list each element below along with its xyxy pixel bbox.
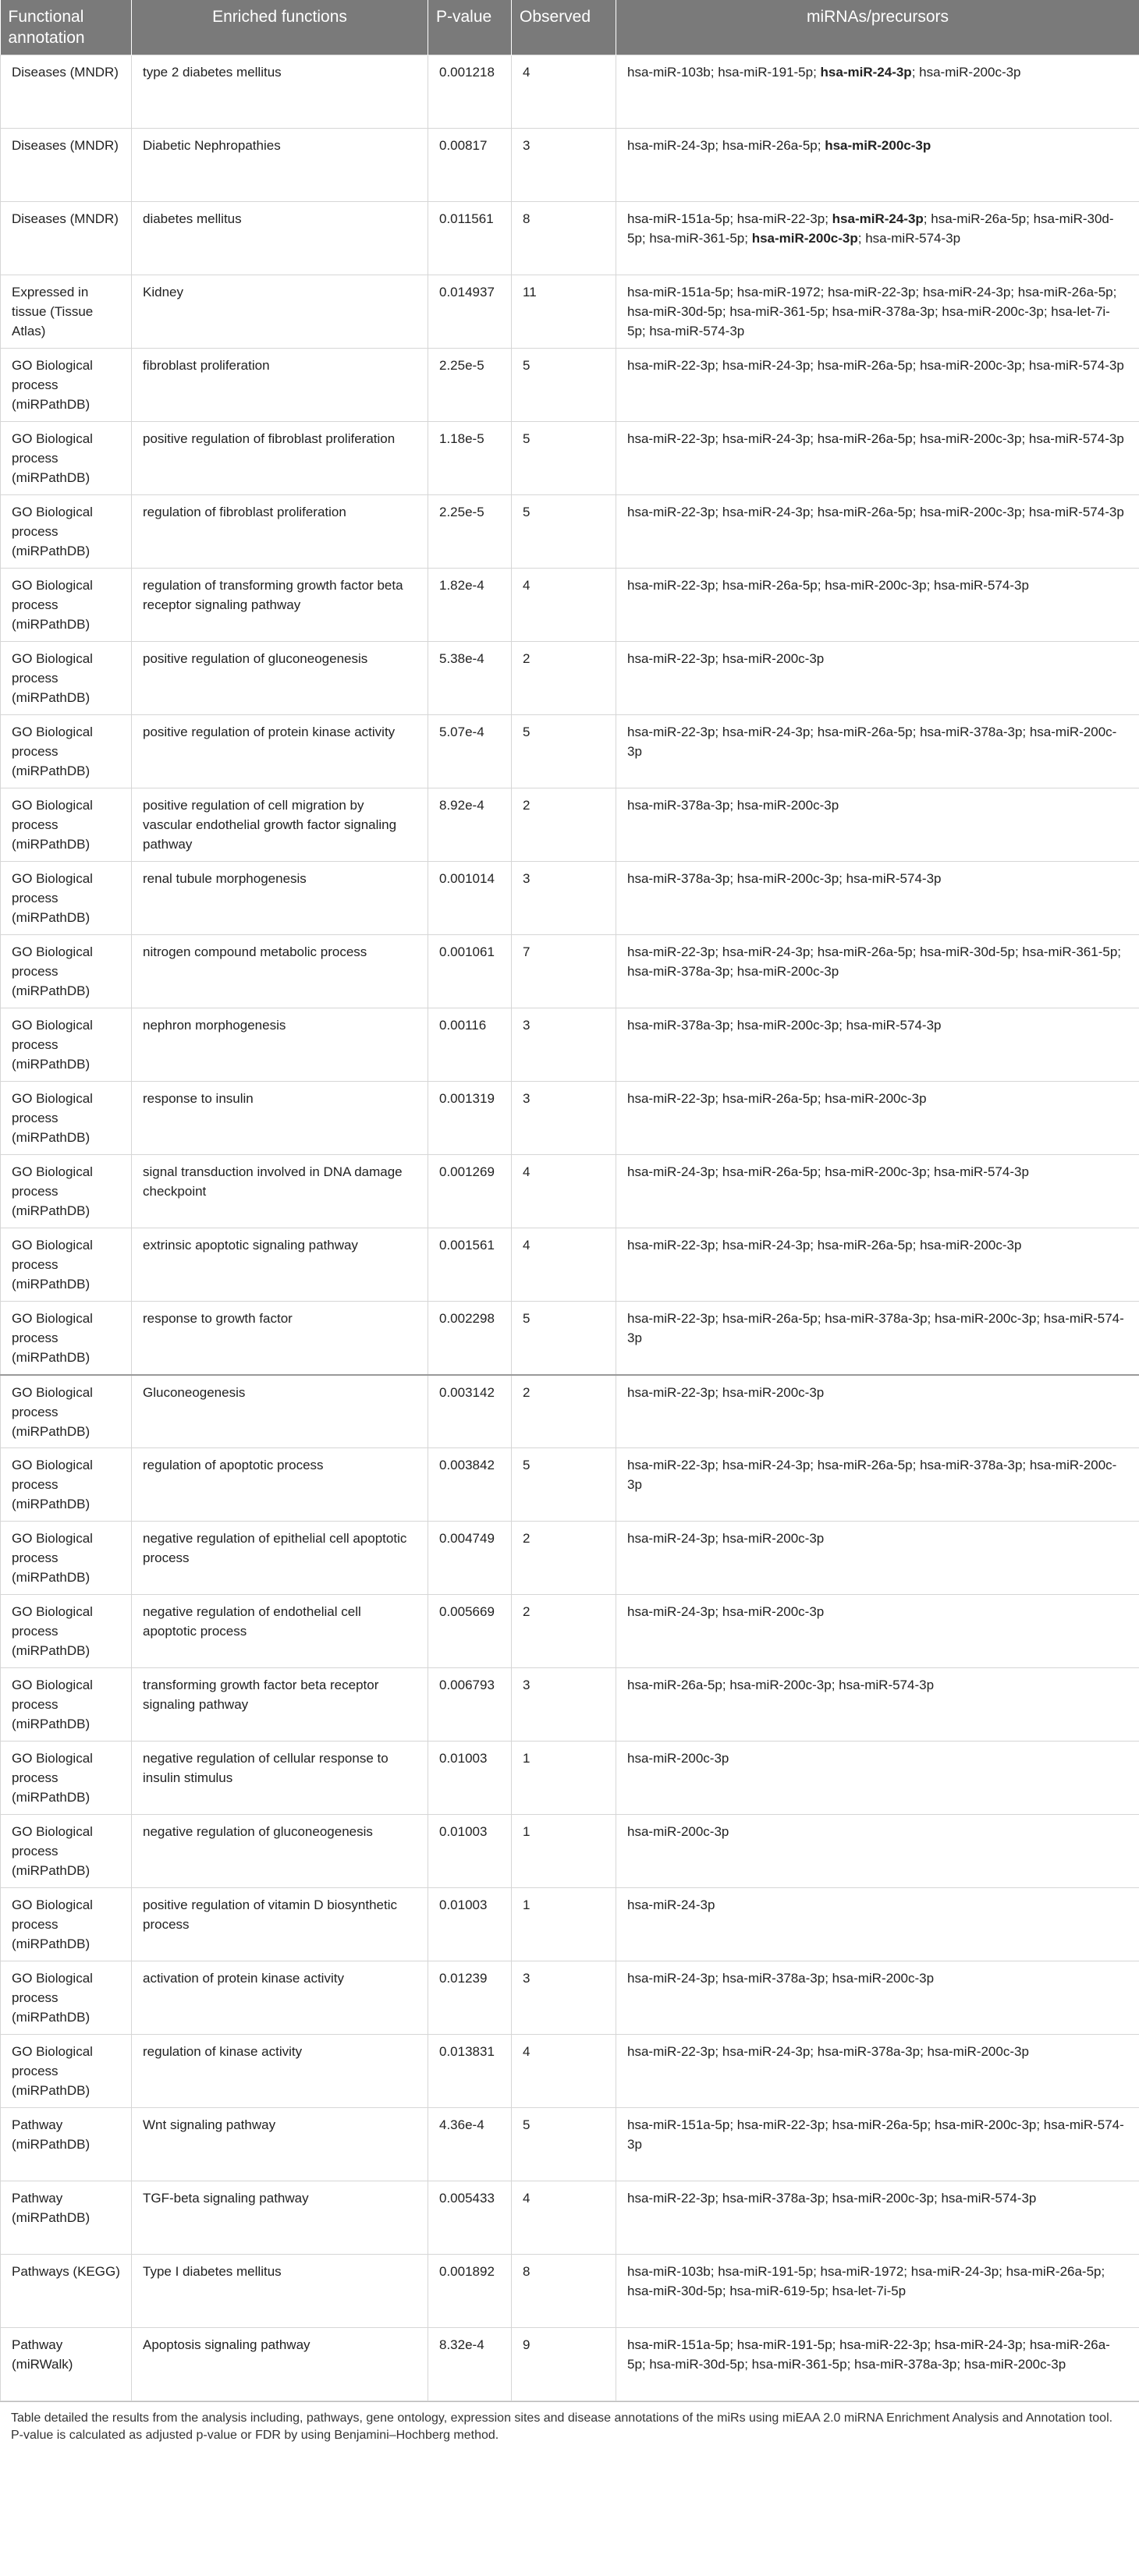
observed-cell: 11 [512, 275, 616, 349]
annotation-cell: Pathway (miRWalk) [1, 2328, 132, 2401]
annotation-cell: GO Biological process (miRPathDB) [1, 788, 132, 862]
table-row [1, 2328, 1139, 2401]
p-value-cell: 2.25e-5 [428, 349, 512, 422]
mirna-text: hsa-miR-151a-5p; hsa-miR-1972; hsa-miR-22-3p; hsa-miR-24-3p; hsa-miR-26a-5p; hsa-miR-30d-5p; hsa-miR-361-5p; hsa-miR-378a-3p; hsa-miR-200c-3p; hsa-let-7i-5p; hsa-miR-574-3p [627, 285, 1117, 338]
observed-cell: 3 [512, 862, 616, 935]
mirna-text: hsa-miR-378a-3p; hsa-miR-200c-3p [627, 798, 839, 813]
table-caption: Table detailed the results from the analysis including, pathways, gene ontology, expression sites and disease annotations of the miRs using miEAA 2.0 miRNA Enrichment Analysis and Annotation tool. P-value is calculated as adjusted p-value or FDR by using Benjamini–Hochberg method. [0, 2401, 1139, 2444]
header-observed: Observed [512, 0, 616, 55]
mirna-text: hsa-miR-22-3p; hsa-miR-26a-5p; hsa-miR-200c-3p [627, 1091, 927, 1106]
observed-cell: 5 [512, 1302, 616, 1375]
annotation-cell: Diseases (MNDR) [1, 202, 132, 275]
function-cell: regulation of fibroblast proliferation [132, 495, 428, 569]
mirna-text: hsa-miR-200c-3p [627, 1751, 729, 1766]
mirna-text: hsa-miR-22-3p; hsa-miR-24-3p; hsa-miR-26a-5p; hsa-miR-200c-3p [627, 1238, 1022, 1253]
table-row [1, 715, 1139, 788]
mirna-text: hsa-miR-22-3p; hsa-miR-26a-5p; hsa-miR-200c-3p; hsa-miR-574-3p [627, 578, 1029, 593]
mirnas-cell [616, 1155, 1139, 1228]
mirna-text: ; hsa-miR-574-3p [857, 231, 961, 246]
observed-cell: 8 [512, 2255, 616, 2328]
annotation-cell: GO Biological process (miRPathDB) [1, 2035, 132, 2108]
mirnas-cell [616, 1742, 1139, 1815]
annotation-cell: GO Biological process (miRPathDB) [1, 1375, 132, 1448]
table-row [1, 129, 1139, 202]
observed-cell: 5 [512, 422, 616, 495]
function-cell: signal transduction involved in DNA damage checkpoint [132, 1155, 428, 1228]
function-cell: Diabetic Nephropathies [132, 129, 428, 202]
p-value-cell: 0.006793 [428, 1668, 512, 1742]
observed-cell: 1 [512, 1742, 616, 1815]
table-body [1, 55, 1139, 2401]
observed-cell: 4 [512, 569, 616, 642]
p-value-cell: 0.00817 [428, 129, 512, 202]
mirna-text: hsa-miR-151a-5p; hsa-miR-22-3p; hsa-miR-26a-5p; hsa-miR-200c-3p; hsa-miR-574-3p [627, 2117, 1124, 2152]
function-cell: positive regulation of cell migration by vascular endothelial growth factor signaling pathway [132, 788, 428, 862]
annotation-cell: GO Biological process (miRPathDB) [1, 1815, 132, 1888]
mirna-text: hsa-miR-378a-3p; hsa-miR-200c-3p; hsa-miR-574-3p [627, 871, 942, 886]
p-value-cell: 0.005669 [428, 1595, 512, 1668]
mirna-text: hsa-miR-22-3p; hsa-miR-24-3p; hsa-miR-26a-5p; hsa-miR-378a-3p; hsa-miR-200c-3p [627, 725, 1117, 759]
table-row [1, 569, 1139, 642]
p-value-cell: 5.07e-4 [428, 715, 512, 788]
observed-cell: 3 [512, 1668, 616, 1742]
function-cell: transforming growth factor beta receptor signaling pathway [132, 1668, 428, 1742]
table-row [1, 1961, 1139, 2035]
mirnas-cell [616, 569, 1139, 642]
function-cell: nephron morphogenesis [132, 1008, 428, 1082]
annotation-cell: GO Biological process (miRPathDB) [1, 422, 132, 495]
table-row [1, 935, 1139, 1008]
observed-cell: 4 [512, 1228, 616, 1302]
mirnas-cell [616, 788, 1139, 862]
table-row [1, 422, 1139, 495]
mirnas-cell [616, 129, 1139, 202]
mirna-text: hsa-miR-24-3p; hsa-miR-378a-3p; hsa-miR-200c-3p [627, 1971, 935, 1986]
observed-cell: 2 [512, 1595, 616, 1668]
table-row [1, 1008, 1139, 1082]
mirna-text: hsa-miR-22-3p; hsa-miR-24-3p; hsa-miR-26a-5p; hsa-miR-200c-3p; hsa-miR-574-3p [627, 431, 1124, 446]
mirnas-cell [616, 1448, 1139, 1522]
annotation-cell: Pathway (miRPathDB) [1, 2181, 132, 2255]
mirna-text: hsa-miR-22-3p; hsa-miR-24-3p; hsa-miR-26a-5p; hsa-miR-378a-3p; hsa-miR-200c-3p [627, 1458, 1117, 1492]
p-value-cell: 0.001014 [428, 862, 512, 935]
function-cell: Gluconeogenesis [132, 1375, 428, 1448]
p-value-cell: 0.003142 [428, 1375, 512, 1448]
observed-cell: 5 [512, 1448, 616, 1522]
table-row [1, 202, 1139, 275]
annotation-cell: GO Biological process (miRPathDB) [1, 1008, 132, 1082]
p-value-cell: 0.01003 [428, 1815, 512, 1888]
annotation-cell: GO Biological process (miRPathDB) [1, 1742, 132, 1815]
table-row [1, 1888, 1139, 1961]
table-row [1, 1448, 1139, 1522]
mirna-text: hsa-miR-151a-5p; hsa-miR-191-5p; hsa-miR-22-3p; hsa-miR-24-3p; hsa-miR-26a-5p; hsa-miR-30d-5p; hsa-miR-361-5p; hsa-miR-378a-3p; hsa-miR-200c-3p [627, 2337, 1110, 2372]
table-row [1, 2255, 1139, 2328]
observed-cell: 2 [512, 1522, 616, 1595]
header-mirnas: miRNAs/precursors [616, 0, 1139, 55]
function-cell: renal tubule morphogenesis [132, 862, 428, 935]
annotation-cell: Pathways (KEGG) [1, 2255, 132, 2328]
function-cell: Kidney [132, 275, 428, 349]
observed-cell: 3 [512, 1008, 616, 1082]
p-value-cell: 8.92e-4 [428, 788, 512, 862]
mirnas-cell [616, 715, 1139, 788]
function-cell: positive regulation of vitamin D biosynthetic process [132, 1888, 428, 1961]
observed-cell: 3 [512, 1961, 616, 2035]
function-cell: response to growth factor [132, 1302, 428, 1375]
mirnas-cell [616, 1668, 1139, 1742]
mirna-text: ; hsa-miR-26a-5p; hsa-miR-30d-5p; hsa-miR-361-5p; [627, 211, 1114, 246]
annotation-cell: GO Biological process (miRPathDB) [1, 495, 132, 569]
observed-cell: 5 [512, 495, 616, 569]
annotation-cell: GO Biological process (miRPathDB) [1, 862, 132, 935]
mirna-text: hsa-miR-24-3p; hsa-miR-200c-3p [627, 1531, 825, 1546]
p-value-cell: 0.001269 [428, 1155, 512, 1228]
header-enriched-functions: Enriched functions [132, 0, 428, 55]
function-cell: Type I diabetes mellitus [132, 2255, 428, 2328]
p-value-cell: 0.00116 [428, 1008, 512, 1082]
mirnas-cell [616, 862, 1139, 935]
annotation-cell: GO Biological process (miRPathDB) [1, 1302, 132, 1375]
observed-cell: 3 [512, 129, 616, 202]
table-row [1, 1815, 1139, 1888]
mirna-text: hsa-miR-26a-5p; hsa-miR-200c-3p; hsa-miR-574-3p [627, 1678, 935, 1692]
mirnas-cell [616, 1375, 1139, 1448]
table-row [1, 642, 1139, 715]
table-row [1, 349, 1139, 422]
p-value-cell: 0.011561 [428, 202, 512, 275]
mirna-text: hsa-miR-103b; hsa-miR-191-5p; hsa-miR-1972; hsa-miR-24-3p; hsa-miR-26a-5p; hsa-miR-30d-5p; hsa-miR-619-5p; hsa-let-7i-5p [627, 2264, 1105, 2298]
function-cell: TGF-beta signaling pathway [132, 2181, 428, 2255]
observed-cell: 3 [512, 1082, 616, 1155]
observed-cell: 9 [512, 2328, 616, 2401]
observed-cell: 4 [512, 2181, 616, 2255]
p-value-cell: 2.25e-5 [428, 495, 512, 569]
p-value-cell: 0.001561 [428, 1228, 512, 1302]
function-cell: type 2 diabetes mellitus [132, 55, 428, 129]
mirnas-cell [616, 1522, 1139, 1595]
annotation-cell: GO Biological process (miRPathDB) [1, 1888, 132, 1961]
mirna-text: hsa-miR-24-3p; hsa-miR-26a-5p; hsa-miR-200c-3p; hsa-miR-574-3p [627, 1164, 1029, 1179]
mirna-text: hsa-miR-22-3p; hsa-miR-378a-3p; hsa-miR-200c-3p; hsa-miR-574-3p [627, 2191, 1037, 2206]
function-cell: positive regulation of gluconeogenesis [132, 642, 428, 715]
function-cell: activation of protein kinase activity [132, 1961, 428, 2035]
observed-cell: 2 [512, 788, 616, 862]
annotation-cell: GO Biological process (miRPathDB) [1, 1448, 132, 1522]
mirnas-cell [616, 2181, 1139, 2255]
mirnas-cell [616, 55, 1139, 129]
p-value-cell: 0.005433 [428, 2181, 512, 2255]
mirnas-cell [616, 1228, 1139, 1302]
function-cell: Wnt signaling pathway [132, 2108, 428, 2181]
mirna-text: hsa-miR-151a-5p; hsa-miR-22-3p; [627, 211, 832, 226]
p-value-cell: 0.013831 [428, 2035, 512, 2108]
annotation-cell: GO Biological process (miRPathDB) [1, 1522, 132, 1595]
annotation-cell: GO Biological process (miRPathDB) [1, 349, 132, 422]
table-row [1, 1302, 1139, 1375]
function-cell: negative regulation of gluconeogenesis [132, 1815, 428, 1888]
observed-cell: 7 [512, 935, 616, 1008]
function-cell: Apoptosis signaling pathway [132, 2328, 428, 2401]
table-row [1, 1375, 1139, 1448]
p-value-cell: 0.004749 [428, 1522, 512, 1595]
observed-cell: 5 [512, 2108, 616, 2181]
function-cell: positive regulation of protein kinase activity [132, 715, 428, 788]
mirna-text: hsa-miR-22-3p; hsa-miR-24-3p; hsa-miR-378a-3p; hsa-miR-200c-3p [627, 2044, 1029, 2059]
mirnas-cell [616, 1302, 1139, 1375]
mirnas-cell [616, 1815, 1139, 1888]
p-value-cell: 0.002298 [428, 1302, 512, 1375]
mirna-text: hsa-miR-22-3p; hsa-miR-200c-3p [627, 651, 825, 666]
header-functional-annotation: Functional annotation [1, 0, 132, 55]
observed-cell: 5 [512, 349, 616, 422]
mirna-text: ; hsa-miR-200c-3p [911, 65, 1021, 80]
observed-cell: 4 [512, 1155, 616, 1228]
table-row [1, 862, 1139, 935]
observed-cell: 4 [512, 55, 616, 129]
observed-cell: 2 [512, 642, 616, 715]
annotation-cell: Pathway (miRPathDB) [1, 2108, 132, 2181]
mirna-text: hsa-miR-200c-3p [627, 1824, 729, 1839]
mirna-text: hsa-miR-22-3p; hsa-miR-26a-5p; hsa-miR-378a-3p; hsa-miR-200c-3p; hsa-miR-574-3p [627, 1311, 1124, 1345]
annotation-cell: GO Biological process (miRPathDB) [1, 1082, 132, 1155]
annotation-cell: GO Biological process (miRPathDB) [1, 715, 132, 788]
table-header-row [1, 0, 1139, 55]
function-cell: diabetes mellitus [132, 202, 428, 275]
table-row [1, 55, 1139, 129]
mirnas-cell [616, 1888, 1139, 1961]
annotation-cell: GO Biological process (miRPathDB) [1, 1228, 132, 1302]
mirnas-cell [616, 275, 1139, 349]
function-cell: regulation of transforming growth factor beta receptor signaling pathway [132, 569, 428, 642]
table-row [1, 1082, 1139, 1155]
p-value-cell: 0.001061 [428, 935, 512, 1008]
table-row [1, 2035, 1139, 2108]
table-row [1, 1155, 1139, 1228]
mirnas-cell [616, 1961, 1139, 2035]
mirnas-cell [616, 1082, 1139, 1155]
mirna-highlight: hsa-miR-200c-3p [825, 138, 931, 153]
mirna-highlight: hsa-miR-24-3p [832, 211, 924, 226]
annotation-cell: Diseases (MNDR) [1, 55, 132, 129]
mirnas-cell [616, 2108, 1139, 2181]
p-value-cell: 5.38e-4 [428, 642, 512, 715]
mirna-text: hsa-miR-22-3p; hsa-miR-200c-3p [627, 1384, 825, 1400]
annotation-cell: GO Biological process (miRPathDB) [1, 1668, 132, 1742]
table-row [1, 2108, 1139, 2181]
mirna-text: hsa-miR-24-3p; hsa-miR-26a-5p; [627, 138, 825, 153]
mirnas-cell [616, 422, 1139, 495]
p-value-cell: 0.01003 [428, 1888, 512, 1961]
observed-cell: 2 [512, 1375, 616, 1448]
annotation-cell: Expressed in tissue (Tissue Atlas) [1, 275, 132, 349]
table-row [1, 495, 1139, 569]
p-value-cell: 4.36e-4 [428, 2108, 512, 2181]
p-value-cell: 0.001319 [428, 1082, 512, 1155]
observed-cell: 8 [512, 202, 616, 275]
annotation-cell: GO Biological process (miRPathDB) [1, 642, 132, 715]
p-value-cell: 0.001892 [428, 2255, 512, 2328]
mirna-text: hsa-miR-378a-3p; hsa-miR-200c-3p; hsa-miR-574-3p [627, 1018, 942, 1033]
function-cell: negative regulation of cellular response to insulin stimulus [132, 1742, 428, 1815]
p-value-cell: 0.014937 [428, 275, 512, 349]
mirnas-cell [616, 495, 1139, 569]
mirna-text: hsa-miR-22-3p; hsa-miR-24-3p; hsa-miR-26a-5p; hsa-miR-200c-3p; hsa-miR-574-3p [627, 505, 1124, 519]
mirna-highlight: hsa-miR-24-3p [820, 65, 912, 80]
function-cell: fibroblast proliferation [132, 349, 428, 422]
table-row [1, 275, 1139, 349]
mirnas-cell [616, 1595, 1139, 1668]
function-cell: negative regulation of epithelial cell apoptotic process [132, 1522, 428, 1595]
function-cell: negative regulation of endothelial cell apoptotic process [132, 1595, 428, 1668]
p-value-cell: 0.001218 [428, 55, 512, 129]
observed-cell: 4 [512, 2035, 616, 2108]
observed-cell: 1 [512, 1815, 616, 1888]
function-cell: regulation of kinase activity [132, 2035, 428, 2108]
table-row [1, 1595, 1139, 1668]
p-value-cell: 0.003842 [428, 1448, 512, 1522]
mirna-text: hsa-miR-24-3p; hsa-miR-200c-3p [627, 1604, 825, 1619]
mirna-text: hsa-miR-103b; hsa-miR-191-5p; [627, 65, 821, 80]
p-value-cell: 1.82e-4 [428, 569, 512, 642]
mirnas-cell [616, 349, 1139, 422]
mirna-text: hsa-miR-24-3p [627, 1897, 715, 1912]
p-value-cell: 1.18e-5 [428, 422, 512, 495]
mirnas-cell [616, 2255, 1139, 2328]
function-cell: extrinsic apoptotic signaling pathway [132, 1228, 428, 1302]
p-value-cell: 8.32e-4 [428, 2328, 512, 2401]
table-row [1, 1522, 1139, 1595]
annotation-cell: GO Biological process (miRPathDB) [1, 1595, 132, 1668]
mirnas-cell [616, 1008, 1139, 1082]
function-cell: response to insulin [132, 1082, 428, 1155]
mirnas-cell [616, 2035, 1139, 2108]
mirna-text: hsa-miR-22-3p; hsa-miR-24-3p; hsa-miR-26a-5p; hsa-miR-30d-5p; hsa-miR-361-5p; hsa-miR-378a-3p; hsa-miR-200c-3p [627, 944, 1122, 979]
function-cell: positive regulation of fibroblast proliferation [132, 422, 428, 495]
p-value-cell: 0.01003 [428, 1742, 512, 1815]
header-p-value: P-value [428, 0, 512, 55]
function-cell: regulation of apoptotic process [132, 1448, 428, 1522]
annotation-cell: GO Biological process (miRPathDB) [1, 935, 132, 1008]
annotation-cell: Diseases (MNDR) [1, 129, 132, 202]
mirna-text: hsa-miR-22-3p; hsa-miR-24-3p; hsa-miR-26a-5p; hsa-miR-200c-3p; hsa-miR-574-3p [627, 358, 1124, 373]
mirnas-cell [616, 2328, 1139, 2401]
table-row [1, 2181, 1139, 2255]
mirnas-cell [616, 202, 1139, 275]
table-row [1, 1668, 1139, 1742]
mirna-highlight: hsa-miR-200c-3p [751, 231, 858, 246]
table-row [1, 788, 1139, 862]
observed-cell: 1 [512, 1888, 616, 1961]
annotation-cell: GO Biological process (miRPathDB) [1, 1155, 132, 1228]
table-row [1, 1228, 1139, 1302]
mirnas-cell [616, 935, 1139, 1008]
table-row [1, 1742, 1139, 1815]
mirnas-cell [616, 642, 1139, 715]
p-value-cell: 0.01239 [428, 1961, 512, 2035]
observed-cell: 5 [512, 715, 616, 788]
function-cell: nitrogen compound metabolic process [132, 935, 428, 1008]
annotation-cell: GO Biological process (miRPathDB) [1, 1961, 132, 2035]
annotation-cell: GO Biological process (miRPathDB) [1, 569, 132, 642]
